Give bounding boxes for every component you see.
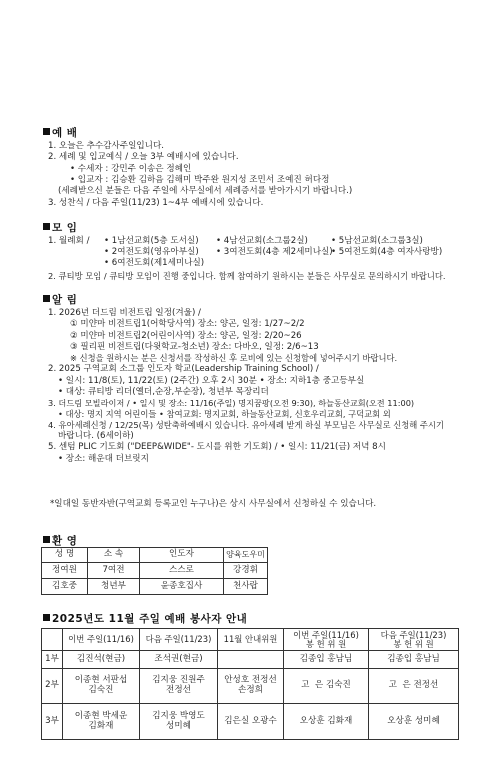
- table-cell: 이종현 서판섭 김숙진: [63, 669, 140, 704]
- notices-section-title: 알 림: [43, 294, 77, 308]
- table-header-cell: 이번 주일(11/16) 봉 헌 위 원: [284, 629, 369, 651]
- worship-line: 2. 세례 및 입교예식 / 오늘 3부 예배시에 있습니다.: [48, 152, 239, 163]
- worship-line: 1. 오늘은 추수감사주일입니다.: [48, 141, 165, 151]
- notice-line: • 대상: 큐티방 리더(옐더,순장,부순장), 청년부 목장리더: [58, 387, 269, 397]
- notice-line: 바랍니다. (6세이하): [58, 431, 134, 442]
- square-bullet-icon: [43, 223, 50, 230]
- monthly-meetings-label: 1. 월례회 /: [48, 236, 90, 246]
- table-header-cell: 양육도우미: [224, 548, 268, 563]
- table-header-row: [42, 629, 459, 651]
- qt-room-line: 2. 큐티방 모임 / 큐티방 모임이 진행 중입니다. 함께 참여하기 원하시는 분들은 사무실로 문의하시기 바랍니다.: [48, 271, 446, 281]
- table-cell: 김지웅 박영도 성미혜: [140, 704, 218, 740]
- square-bullet-icon: [43, 614, 50, 621]
- table-cell: 1부: [42, 651, 63, 669]
- table-cell: 이종현 박세운 김화재: [63, 704, 140, 740]
- meeting-item: • 5여전도회(4층 여자사랑방): [331, 247, 443, 257]
- notice-line: • 대상: 명지 지역 어린이들 • 참여교회: 명지교회, 하늘동산교회, 신호우리교회, 구덕교회 외: [58, 409, 391, 420]
- table-cell: 오상훈 김화재: [284, 704, 369, 740]
- table-header-cell: 이번 주일(11/16): [63, 629, 140, 651]
- table-cell: 고 은 김숙진: [284, 669, 369, 704]
- table-cell: 2부: [42, 669, 63, 704]
- notice-line: 3. 더드림 모빌라이저 / • 일시 및 장소: 11/16(주일) 명지꿈팡(오전 9:30), 하늘동산교회(오전 11:00): [48, 398, 415, 409]
- meeting-item: • 4남선교회(소그룹2실): [216, 236, 308, 246]
- notice-line: ※ 신청을 원하시는 분은 신청서를 작성하신 후 로비에 있는 신청함에 넣어주시기 바랍니다.: [70, 353, 398, 364]
- table-cell: 7여전: [88, 563, 140, 579]
- table-header-cell: 11월 안내위원: [218, 629, 284, 651]
- table-header-cell: 성 명: [42, 548, 88, 563]
- table-header-cell: 다음 주일(11/23) 봉 헌 위 원: [369, 629, 459, 651]
- meeting-item: • 2여전도회(영유아부실): [104, 247, 199, 257]
- table-cell: 천사랍: [224, 579, 268, 595]
- square-bullet-icon: [43, 536, 50, 543]
- table-cell: 윤종호집사: [140, 579, 224, 595]
- notice-line: 4. 유아세례신청 / 12/25(목) 성탄축하예배시 있습니다. 유아세례 받게 하실 부모님은 사무실로 신청해 주시기: [48, 420, 444, 431]
- table-cell: 오상훈 성미혜: [369, 704, 459, 740]
- table-row: [42, 669, 459, 704]
- table-cell: [218, 651, 284, 669]
- table-cell: 청년부: [88, 579, 140, 595]
- servants-section-title: 2025년도 11월 주일 예배 봉사자 안내: [43, 613, 247, 627]
- table-cell: 안성호 전정선 손정희: [218, 669, 284, 704]
- table-row: [42, 579, 268, 595]
- table-cell: 3부: [42, 704, 63, 740]
- table-cell: 고 은 전정선: [369, 669, 459, 704]
- table-header-cell: 인도자: [140, 548, 224, 563]
- meetings-list: [48, 236, 483, 282]
- servants-table: [41, 628, 459, 740]
- welcome-table: [41, 547, 268, 595]
- table-cell: 김호중: [42, 579, 88, 595]
- meeting-item: • 6여전도회(제1세미나실): [104, 258, 205, 268]
- meeting-item: • 3여전도회(4층 제2세미나실): [216, 247, 333, 257]
- meeting-item: • 5남선교회(소그룹3실): [331, 236, 423, 246]
- table-row: [42, 563, 268, 579]
- worship-line: • 입교자 : 김승환 김하음 김해미 박주완 원지성 조민서 조예진 허다정: [70, 175, 330, 186]
- notice-line: 2. 2025 구역교회 소그룹 인도자 학교(Leadership Training School) /: [48, 364, 319, 375]
- meetings-section-title: 모 임: [43, 222, 77, 236]
- notice-footnote: *일대일 동반자반(구역교회 등록교인 누구나)은 상시 사무실에서 신청하실 수 있습니다.: [50, 499, 377, 509]
- notice-line: ① 미얀마 비전트립1(어학당사역) 장소: 양곤, 일정: 1/27~2/2: [70, 319, 305, 330]
- table-header-cell: [42, 629, 63, 651]
- square-bullet-icon: [43, 128, 50, 135]
- table-cell: 강경휘: [224, 563, 268, 579]
- worship-line: 3. 성찬식 / 다음 주일(11/23) 1~4부 예배시에 있습니다.: [48, 197, 264, 208]
- table-cell: 김종입 홍남님: [284, 651, 369, 669]
- table-cell: 김진석(현금): [63, 651, 140, 669]
- table-cell: 김종입 홍남님: [369, 651, 459, 669]
- notice-line: 5. 센텀 PLIC 기도회 ("DEEP&WIDE"- 도시를 위한 기도회) / • 일시: 11/21(금) 저녁 8시: [48, 442, 386, 453]
- notice-line: • 장소: 해운대 더브릿지: [58, 453, 149, 464]
- worship-line: • 수세자 : 강민주 이송은 정혜인: [70, 163, 192, 174]
- notice-line: ② 미얀마 비전트립2(어린이사역) 장소: 양곤, 일정: 2/20~26: [70, 330, 302, 341]
- worship-line: (세례받으신 분들은 다음 주일에 사무실에서 세례증서를 받아가시기 바랍니다.): [58, 186, 353, 197]
- worship-list: [48, 141, 483, 209]
- table-row: [42, 704, 459, 740]
- notice-line: 1. 2026년 더드림 비전트립 일정(겨울) /: [48, 308, 201, 318]
- table-cell: 스스로: [140, 563, 224, 579]
- welcome-section-title: 환 영: [43, 535, 77, 549]
- table-cell: 김은실 오광수: [218, 704, 284, 740]
- square-bullet-icon: [43, 295, 50, 302]
- table-cell: 조석권(현금): [140, 651, 218, 669]
- worship-section-title: 예 배: [43, 127, 77, 141]
- table-cell: 정여원: [42, 563, 88, 579]
- table-cell: 김지웅 진원주 전정선: [140, 669, 218, 704]
- meeting-item: • 1남선교회(5층 도서실): [104, 236, 199, 246]
- table-header-cell: 소 속: [88, 548, 140, 563]
- table-row: [42, 651, 459, 669]
- monthly-meetings: [48, 236, 483, 271]
- notice-line: • 일시: 11/8(토), 11/22(토) (2주간) 오후 2시 30분 • 장소: 지하1층 중고등부실: [58, 375, 365, 386]
- notices-list: [48, 308, 483, 465]
- notice-line: ③ 필리핀 비전트립(다윗학교-청소년) 장소: 다바오, 일정: 2/6~13: [70, 342, 319, 353]
- table-header-row: [42, 548, 268, 563]
- table-header-cell: 다음 주일(11/23): [140, 629, 218, 651]
